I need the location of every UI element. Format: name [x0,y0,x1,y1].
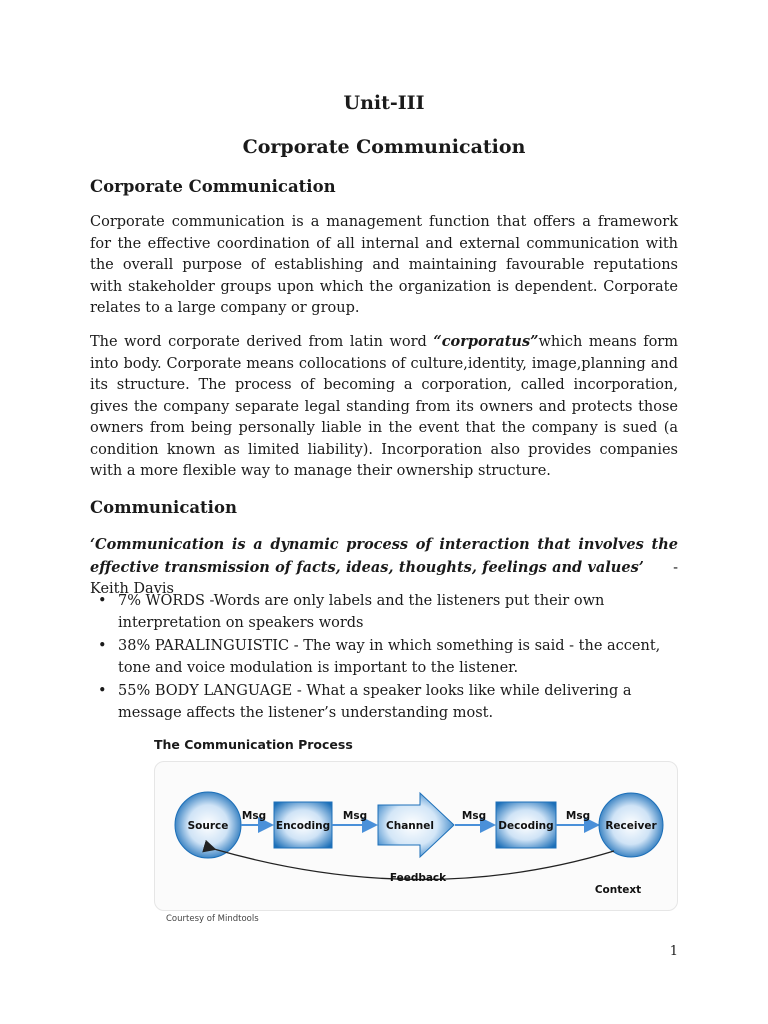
section-heading-communication: Communication [90,498,237,517]
bullet-text: 38% PARALINGUISTIC - The way in which something is said - the accent, tone and voice modulation is important to the listener. [118,638,661,676]
msg-label-4: Msg [565,810,591,822]
list-item [90,636,678,679]
latin-term: “corporatus” [433,333,539,350]
page-number: 1 [669,944,678,959]
bullet-text: 7% WORDS -Words are only labels and the listeners put their own interpretation on speakers words [118,593,605,631]
quote-author: - Keith Davis [90,559,679,597]
list-item [90,681,678,724]
paragraph-etymology [90,331,678,483]
figure-title: The Communication Process [154,737,353,752]
bullet-list [90,591,678,726]
receiver-label: Receiver [605,820,657,832]
bullet-icon: • [98,593,107,609]
page-title: Corporate Communication [242,136,526,158]
paragraph-definition: Corporate communication is a management function that offers a framework for the effective coordination of all internal and external communication with the overall purpose of establishing and maintaining favourable reputations with stakeholder groups upon which the organization is dependent. Corporate relates to a large company or group. [90,214,678,316]
bullet-icon: • [98,683,107,699]
bullet-icon: • [98,638,107,654]
communication-process-figure [152,733,682,933]
list-item [90,591,678,634]
figure-credit: Courtesy of Mindtools [166,914,259,924]
decoding-label: Decoding [498,820,554,832]
bullet-text: 55% BODY LANGUAGE - What a speaker looks like while delivering a message affects the listener’s understanding most. [118,683,632,721]
msg-label-1: Msg [241,810,267,822]
unit-title: Unit-III [343,92,425,114]
quote-text: ‘Communication is a dynamic process of interaction that involves the effective transmission of facts, ideas, thoughts, feelings and values’ [90,536,678,576]
source-label: Source [187,820,229,832]
process-diagram [152,733,682,933]
context-label: Context [594,884,642,896]
channel-label: Channel [386,820,434,832]
feedback-label: Feedback [389,872,447,884]
paragraph-etymology-rest: which means form into body. Corporate means collocations of culture,identity, image,planning and its structure. The process of becoming a corporation, called incorporation, gives the company separate legal standing from its owners and protects those owners from being personally liable in the event that the company is sued (a condition known as limited liability). Incorporation also provides companies with a more flexible way to manage their ownership structure. [90,334,678,479]
msg-label-2: Msg [342,810,368,822]
msg-label-3: Msg [461,810,487,822]
section-heading-corporate-communication: Corporate Communication [90,177,336,196]
encoding-label: Encoding [275,820,331,832]
paragraph-etymology-start: The word corporate derived from latin word [90,334,434,350]
